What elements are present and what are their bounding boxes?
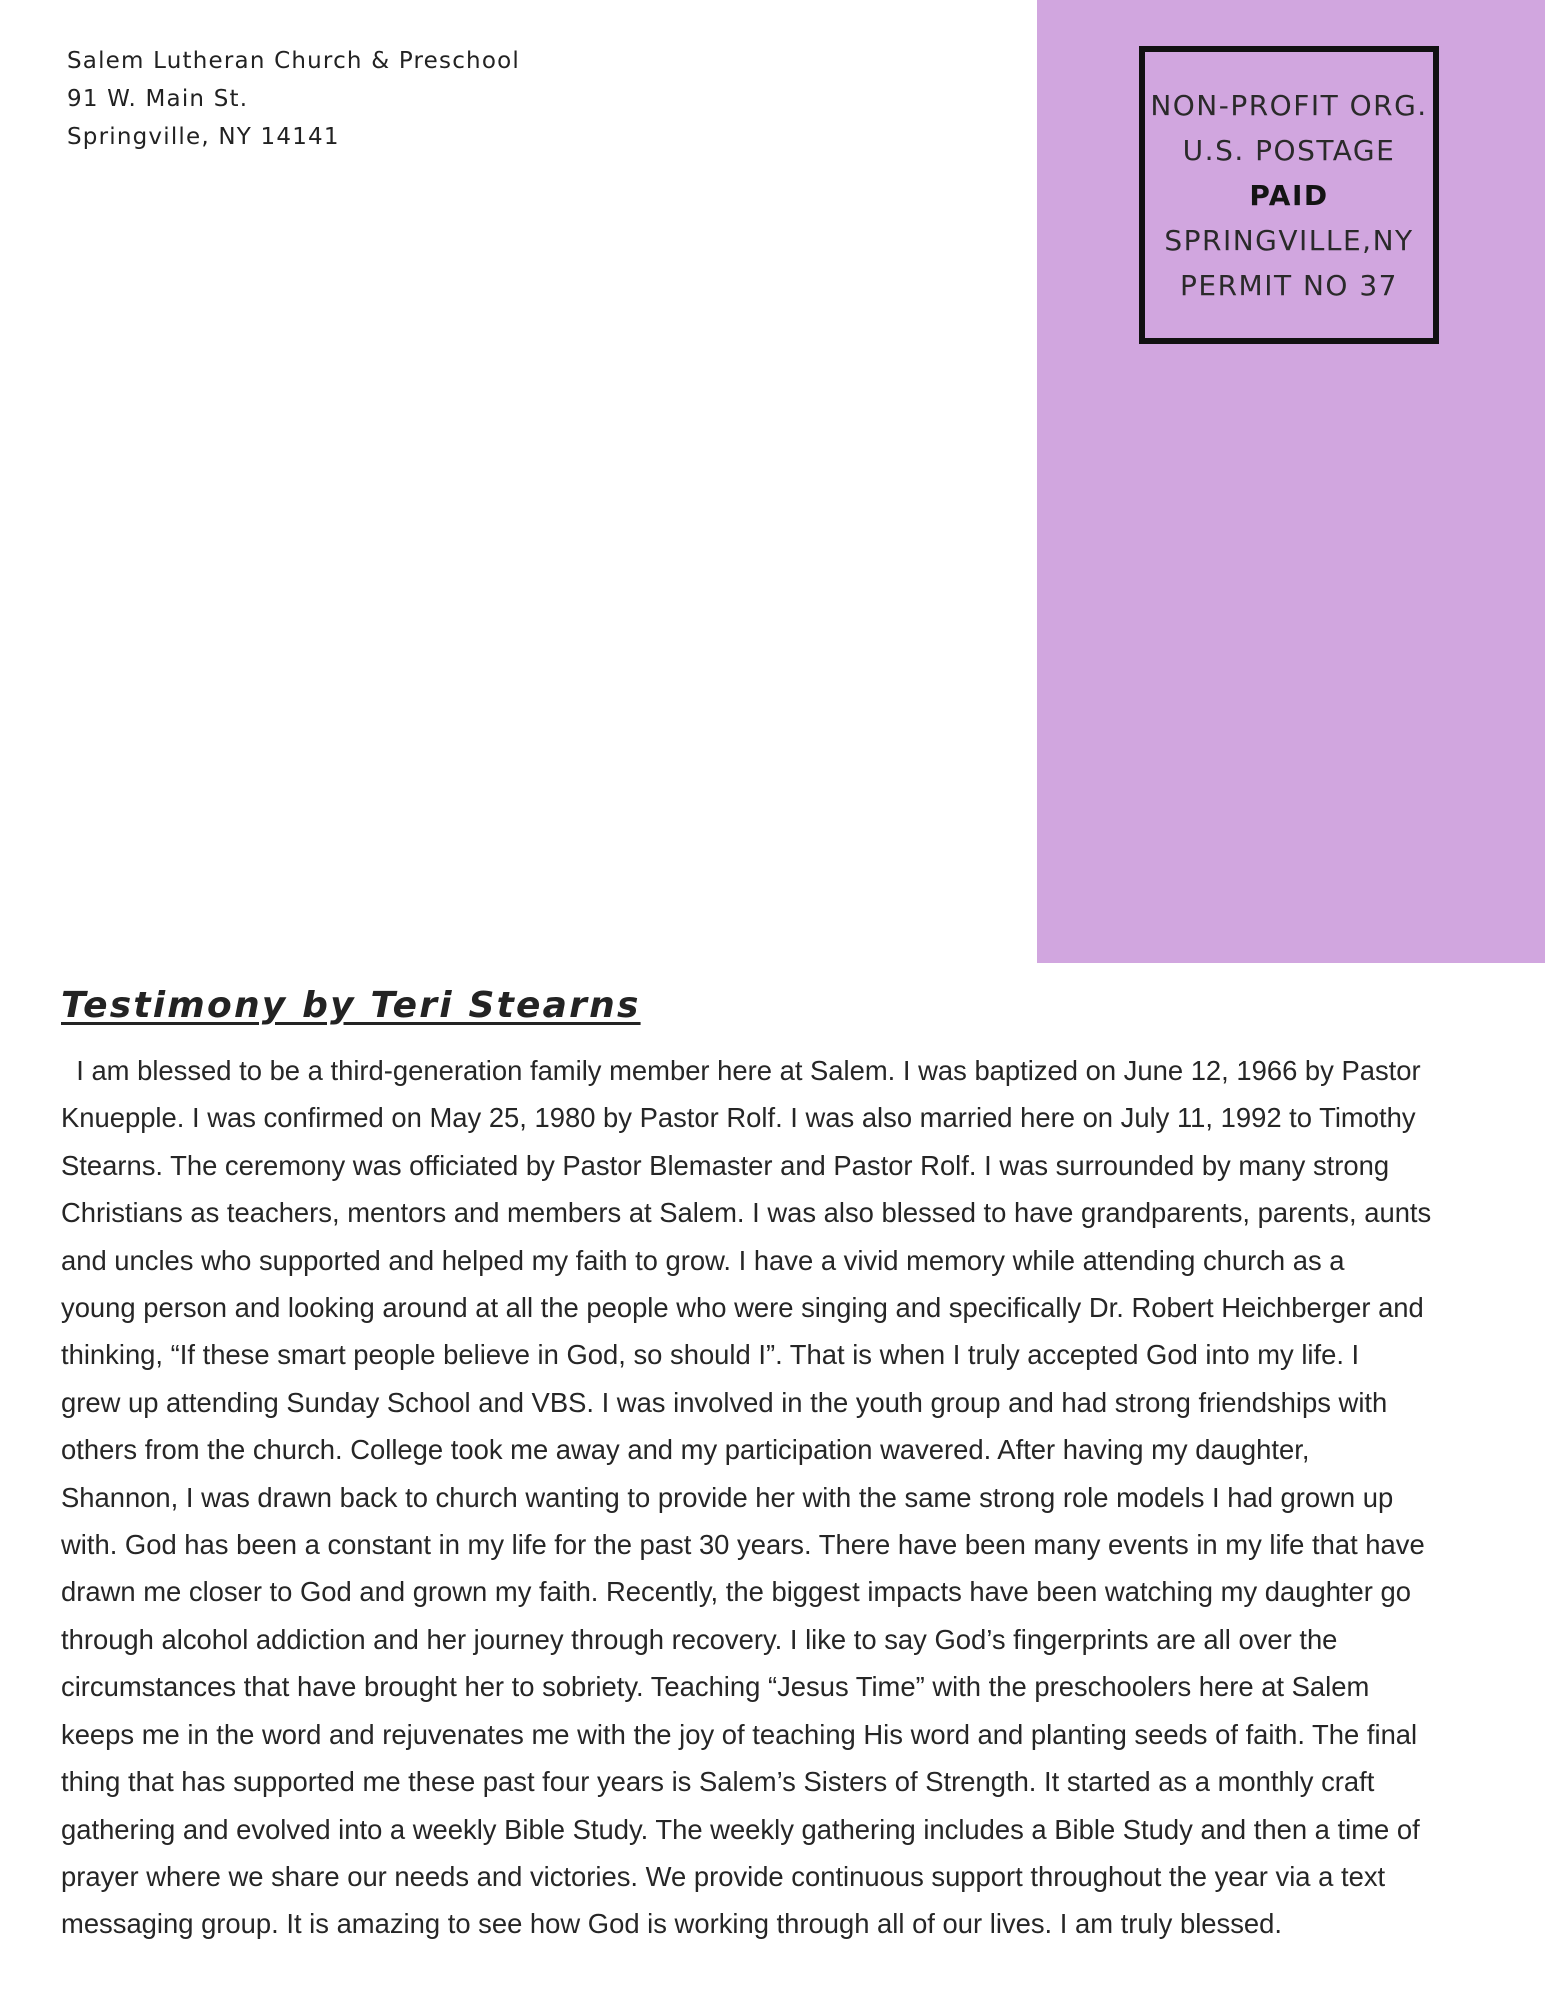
article-line: others from the church. College took me away and my participation wavered. After having my daughter,: [61, 1434, 1310, 1466]
article-line: grew up attending Sunday School and VBS. I was involved in the youth group and had strong friendships with: [61, 1386, 1388, 1418]
article-line: prayer where we share our needs and victories. We provide continuous support throughout the year via a text: [61, 1860, 1386, 1892]
return-address-line-3: Springville, NY 14141: [67, 124, 340, 150]
article-line: young person and looking around at all the people who were singing and specifically Dr. Robert Heichberger and: [61, 1292, 1424, 1324]
article-title: Testimony by Teri Stearns: [61, 985, 641, 1026]
article-body: [61, 1047, 1501, 1948]
article-line: keeps me in the word and rejuvenates me with the joy of teaching His word and planting seeds of faith. The final: [61, 1718, 1418, 1750]
article-line: drawn me closer to God and grown my faith. Recently, the biggest impacts have been watching my daughter go: [61, 1576, 1411, 1608]
article-line: Knuepple. I was confirmed on May 25, 1980 by Pastor Rolf. I was also married here on July 11, 1992 to Timothy: [61, 1102, 1416, 1134]
postage-indicia: [1139, 46, 1439, 344]
indicia-line-nonprofit: NON-PROFIT ORG.: [1150, 88, 1428, 122]
article-line: Shannon, I was drawn back to church wanting to provide her with the same strong role models I had grown up: [61, 1481, 1394, 1513]
indicia-line-city: SPRINGVILLE,NY: [1164, 223, 1414, 257]
return-address: [67, 42, 520, 156]
article-line: through alcohol addiction and her journey through recovery. I like to say God’s fingerprints are all over the: [61, 1623, 1338, 1655]
article-line: Christians as teachers, mentors and members at Salem. I was also blessed to have grandparents, parents, aunts: [61, 1197, 1432, 1229]
indicia-line-paid: PAID: [1249, 178, 1329, 212]
indicia-line-permit: PERMIT NO 37: [1180, 268, 1398, 302]
article-line: with. God has been a constant in my life for the past 30 years. There have been many events in my life that have: [61, 1529, 1425, 1561]
indicia-line-postage: U.S. POSTAGE: [1182, 133, 1396, 167]
article-line: gathering and evolved into a weekly Bible Study. The weekly gathering includes a Bible Study and then a time of: [61, 1813, 1420, 1845]
article-line: and uncles who supported and helped my faith to grow. I have a vivid memory while attending church as a: [61, 1244, 1345, 1276]
return-address-line-1: Salem Lutheran Church & Preschool: [67, 48, 520, 74]
article-line: Stearns. The ceremony was officiated by Pastor Blemaster and Pastor Rolf. I was surrounded by many strong: [61, 1149, 1390, 1181]
article-line: I am blessed to be a third-generation family member here at Salem. I was baptized on June 12, 1966 by Pastor: [61, 1055, 1421, 1086]
return-address-line-2: 91 W. Main St.: [67, 86, 249, 112]
postage-panel: [1037, 0, 1545, 963]
article-line: thinking, “If these smart people believe in God, so should I”. That is when I truly accepted God into my life. I: [61, 1339, 1360, 1371]
article-line: thing that has supported me these past four years is Salem’s Sisters of Strength. It started as a monthly craft: [61, 1766, 1375, 1798]
article-line: circumstances that have brought her to sobriety. Teaching “Jesus Time” with the preschoolers here at Salem: [61, 1671, 1370, 1703]
article-line: messaging group. It is amazing to see how God is working through all of our lives. I am truly blessed.: [61, 1908, 1282, 1940]
